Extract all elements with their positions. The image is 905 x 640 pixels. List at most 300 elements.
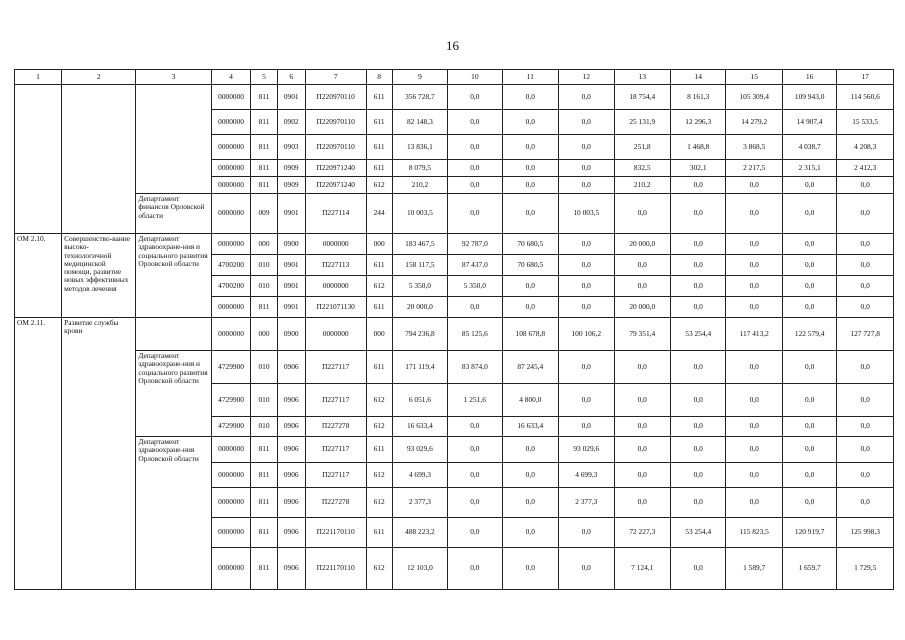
column-header: 15 [726, 70, 783, 85]
value-cell: 0,0 [837, 351, 894, 384]
value-cell: 4729900 [211, 351, 251, 384]
value-cell: 000 [251, 234, 277, 255]
value-cell: 0000000 [211, 160, 251, 177]
value-cell: 4 699,3 [559, 463, 614, 488]
value-cell: 0,0 [782, 276, 836, 297]
value-cell: 0,0 [782, 417, 836, 437]
value-cell: 0,0 [671, 297, 726, 318]
column-header: 7 [305, 70, 366, 85]
value-cell: 2 217,5 [726, 160, 783, 177]
table-row [15, 194, 894, 234]
column-header: 3 [136, 70, 211, 85]
value-cell: 0,0 [448, 135, 502, 160]
value-cell: 0,0 [782, 194, 836, 234]
value-cell: П227278 [305, 417, 366, 437]
value-cell: 0,0 [782, 255, 836, 276]
value-cell: 0,0 [837, 437, 894, 463]
value-cell: 1 659,7 [782, 548, 836, 590]
value-cell: 0901 [277, 297, 305, 318]
value-cell: 0,0 [448, 437, 502, 463]
executor-cell [136, 85, 211, 194]
value-cell: 612 [366, 548, 392, 590]
value-cell: 0,0 [671, 417, 726, 437]
value-cell: 244 [366, 194, 392, 234]
value-cell: 0901 [277, 255, 305, 276]
value-cell: 0,0 [448, 85, 502, 110]
value-cell: 0000000 [211, 548, 251, 590]
value-cell: 0,0 [559, 297, 614, 318]
value-cell: 0,0 [614, 255, 671, 276]
value-cell: 0,0 [559, 160, 614, 177]
value-cell: 0,0 [614, 351, 671, 384]
value-cell: 0,0 [448, 194, 502, 234]
value-cell: 87 245,4 [502, 351, 559, 384]
header-row [15, 70, 894, 85]
value-cell: 0,0 [837, 194, 894, 234]
value-cell: 2 412,3 [837, 160, 894, 177]
value-cell: 0906 [277, 488, 305, 518]
column-header: 2 [62, 70, 136, 85]
value-cell: 611 [366, 135, 392, 160]
value-cell: 0,0 [671, 384, 726, 417]
value-cell: 14 907,4 [782, 110, 836, 135]
value-cell: 12 296,3 [671, 110, 726, 135]
value-cell: 171 119,4 [392, 351, 447, 384]
value-cell: 12 103,0 [392, 548, 447, 590]
value-cell: 251,8 [614, 135, 671, 160]
value-cell: 0,0 [671, 437, 726, 463]
value-cell: 611 [366, 351, 392, 384]
value-cell: 0,0 [726, 234, 783, 255]
value-cell: 0,0 [448, 110, 502, 135]
value-cell: 0,0 [726, 297, 783, 318]
value-cell: 210,2 [392, 177, 447, 194]
value-cell: 0900 [277, 318, 305, 351]
value-cell: 0906 [277, 351, 305, 384]
value-cell: 0,0 [502, 297, 559, 318]
value-cell: 0,0 [614, 384, 671, 417]
value-cell: 0,0 [726, 488, 783, 518]
value-cell: 6 051,6 [392, 384, 447, 417]
value-cell: 0,0 [502, 437, 559, 463]
value-cell: 127 727,8 [837, 318, 894, 351]
value-cell: П221071130 [305, 297, 366, 318]
value-cell: 8 079,5 [392, 160, 447, 177]
value-cell: П227117 [305, 384, 366, 417]
value-cell: 0,0 [559, 417, 614, 437]
value-cell: 120 919,7 [782, 518, 836, 548]
value-cell: П227117 [305, 463, 366, 488]
value-cell: 010 [251, 351, 277, 384]
table-row [15, 234, 894, 255]
value-cell: 0,0 [448, 297, 502, 318]
column-header: 14 [671, 70, 726, 85]
value-cell: 811 [251, 110, 277, 135]
value-cell: 0000000 [211, 85, 251, 110]
column-header: 17 [837, 70, 894, 85]
value-cell: 612 [366, 384, 392, 417]
value-cell: 70 680,5 [502, 234, 559, 255]
value-cell: 1 251,6 [448, 384, 502, 417]
value-cell: 0,0 [559, 135, 614, 160]
table-row [15, 318, 894, 351]
value-cell: 0,0 [726, 437, 783, 463]
value-cell: 611 [366, 437, 392, 463]
value-cell: П221170110 [305, 548, 366, 590]
value-cell: 0,0 [726, 255, 783, 276]
value-cell: 612 [366, 276, 392, 297]
value-cell: 10 003,5 [392, 194, 447, 234]
value-cell: 0,0 [782, 437, 836, 463]
column-header: 11 [502, 70, 559, 85]
value-cell: 611 [366, 85, 392, 110]
value-cell: 0,0 [559, 85, 614, 110]
value-cell: 0,0 [502, 177, 559, 194]
value-cell: П220970110 [305, 135, 366, 160]
value-cell: 0,0 [502, 110, 559, 135]
value-cell: 16 633,4 [392, 417, 447, 437]
value-cell: 356 728,7 [392, 85, 447, 110]
value-cell: 0000000 [211, 488, 251, 518]
table-row [15, 437, 894, 463]
value-cell: 0,0 [671, 177, 726, 194]
value-cell: 811 [251, 297, 277, 318]
value-cell: 0903 [277, 135, 305, 160]
value-cell: 0,0 [782, 463, 836, 488]
value-cell: 0,0 [614, 463, 671, 488]
value-cell: 3 868,5 [726, 135, 783, 160]
column-header: 6 [277, 70, 305, 85]
value-cell: П227113 [305, 255, 366, 276]
value-cell: 611 [366, 297, 392, 318]
value-cell: 10 003,5 [559, 194, 614, 234]
value-cell: 53 254,4 [671, 518, 726, 548]
value-cell: 0,0 [782, 234, 836, 255]
value-cell: 93 029,6 [392, 437, 447, 463]
value-cell: 109 943,0 [782, 85, 836, 110]
value-cell: 612 [366, 463, 392, 488]
value-cell: 93 029,6 [559, 437, 614, 463]
value-cell: 105 309,4 [726, 85, 783, 110]
value-cell: 0,0 [671, 234, 726, 255]
value-cell: 0,0 [448, 177, 502, 194]
value-cell: 4700200 [211, 255, 251, 276]
value-cell: П220971240 [305, 160, 366, 177]
value-cell: 15 533,5 [837, 110, 894, 135]
value-cell: 115 823,5 [726, 518, 783, 548]
value-cell: 0,0 [559, 548, 614, 590]
value-cell: 4 699,3 [392, 463, 447, 488]
value-cell: 4700200 [211, 276, 251, 297]
column-header: 13 [614, 70, 671, 85]
value-cell: 20 000,0 [614, 297, 671, 318]
value-cell: 0000000 [211, 110, 251, 135]
executor-cell: Департамент здравоохране-ния и социального развития Орловской области [136, 234, 211, 318]
value-cell: 000 [366, 234, 392, 255]
measure-code-cell [15, 85, 62, 234]
value-cell: 18 754,4 [614, 85, 671, 110]
value-cell: 0901 [277, 194, 305, 234]
value-cell: 87 437,0 [448, 255, 502, 276]
value-cell: 13 836,1 [392, 135, 447, 160]
value-cell: 0909 [277, 160, 305, 177]
value-cell: 70 680,5 [502, 255, 559, 276]
column-header: 8 [366, 70, 392, 85]
value-cell: 0901 [277, 85, 305, 110]
value-cell: 488 223,2 [392, 518, 447, 548]
value-cell: 92 787,0 [448, 234, 502, 255]
value-cell: 82 148,3 [392, 110, 447, 135]
executor-cell: Департамент здравоохране-ния и социального развития Орловской области [136, 351, 211, 437]
value-cell: 611 [366, 110, 392, 135]
value-cell: 1 589,7 [726, 548, 783, 590]
value-cell: 0000000 [211, 463, 251, 488]
value-cell: 2 377,3 [392, 488, 447, 518]
value-cell: 0,0 [502, 488, 559, 518]
value-cell: 0,0 [671, 463, 726, 488]
value-cell: 114 560,6 [837, 85, 894, 110]
value-cell: 811 [251, 488, 277, 518]
value-cell: 0,0 [559, 234, 614, 255]
value-cell: 0,0 [671, 276, 726, 297]
value-cell: 7 124,1 [614, 548, 671, 590]
value-cell: 4729900 [211, 417, 251, 437]
value-cell: 0909 [277, 177, 305, 194]
value-cell: 5 350,0 [448, 276, 502, 297]
column-header: 12 [559, 70, 614, 85]
value-cell: 122 579,4 [782, 318, 836, 351]
value-cell: 0,0 [782, 177, 836, 194]
value-cell: 210,2 [614, 177, 671, 194]
value-cell: 117 413,2 [726, 318, 783, 351]
value-cell: 14 279,2 [726, 110, 783, 135]
value-cell: 83 874,0 [448, 351, 502, 384]
value-cell: 010 [251, 255, 277, 276]
measure-code-cell: ОМ 2.11. [15, 318, 62, 590]
value-cell: 0,0 [614, 276, 671, 297]
value-cell: 0900 [277, 234, 305, 255]
value-cell: 0,0 [502, 548, 559, 590]
value-cell: 0,0 [502, 160, 559, 177]
value-cell: 0,0 [726, 463, 783, 488]
value-cell: 0000000 [211, 437, 251, 463]
value-cell: 0,0 [502, 276, 559, 297]
value-cell: 0000000 [211, 194, 251, 234]
column-header: 5 [251, 70, 277, 85]
value-cell: 0000000 [211, 177, 251, 194]
column-header: 16 [782, 70, 836, 85]
value-cell: 0,0 [614, 194, 671, 234]
value-cell: 0,0 [559, 351, 614, 384]
value-cell: 0,0 [782, 297, 836, 318]
value-cell: 0,0 [726, 384, 783, 417]
value-cell: 79 351,4 [614, 318, 671, 351]
value-cell: 0,0 [782, 384, 836, 417]
budget-table [14, 69, 894, 590]
value-cell: 0,0 [837, 417, 894, 437]
value-cell: 0,0 [448, 417, 502, 437]
value-cell: П220970110 [305, 85, 366, 110]
value-cell: 0,0 [614, 488, 671, 518]
value-cell: П227114 [305, 194, 366, 234]
value-cell: 0,0 [726, 276, 783, 297]
value-cell: 20 000,0 [392, 297, 447, 318]
value-cell: 0,0 [726, 177, 783, 194]
value-cell: 0000000 [211, 297, 251, 318]
value-cell: 0,0 [502, 85, 559, 110]
value-cell: 0,0 [502, 194, 559, 234]
executor-cell [136, 318, 211, 351]
value-cell: 811 [251, 463, 277, 488]
value-cell: 612 [366, 417, 392, 437]
value-cell: 0906 [277, 518, 305, 548]
value-cell: 832,5 [614, 160, 671, 177]
value-cell: 0,0 [559, 110, 614, 135]
value-cell: 1 468,8 [671, 135, 726, 160]
value-cell: 4 800,0 [502, 384, 559, 417]
value-cell: 0,0 [837, 463, 894, 488]
value-cell: 0902 [277, 110, 305, 135]
value-cell: 0,0 [502, 463, 559, 488]
table-row [15, 85, 894, 110]
value-cell: 0,0 [837, 255, 894, 276]
value-cell: 811 [251, 160, 277, 177]
value-cell: 611 [366, 255, 392, 276]
value-cell: 72 227,3 [614, 518, 671, 548]
measure-code-cell: ОМ 2.10. [15, 234, 62, 318]
value-cell: 4 208,3 [837, 135, 894, 160]
value-cell: П227278 [305, 488, 366, 518]
value-cell: 0,0 [448, 488, 502, 518]
value-cell: 811 [251, 548, 277, 590]
value-cell: 794 236,8 [392, 318, 447, 351]
value-cell: 0000000 [305, 234, 366, 255]
value-cell: 0,0 [726, 194, 783, 234]
value-cell: 0,0 [837, 384, 894, 417]
value-cell: 0000000 [305, 318, 366, 351]
value-cell: 0906 [277, 463, 305, 488]
value-cell: 4729900 [211, 384, 251, 417]
page-number: 16 [446, 38, 459, 53]
value-cell: 0,0 [559, 518, 614, 548]
value-cell: 0906 [277, 548, 305, 590]
value-cell: 009 [251, 194, 277, 234]
value-cell: 0,0 [782, 351, 836, 384]
executor-cell: Департамент финансов Орловской области [136, 194, 211, 234]
value-cell: 302,1 [671, 160, 726, 177]
value-cell: 108 678,8 [502, 318, 559, 351]
value-cell: 0,0 [726, 417, 783, 437]
executor-cell: Департамент здравоохране-ния Орловской области [136, 437, 211, 590]
column-header: 1 [15, 70, 62, 85]
value-cell: 000 [251, 318, 277, 351]
value-cell: 0,0 [671, 351, 726, 384]
value-cell: 2 315,1 [782, 160, 836, 177]
value-cell: 000 [366, 318, 392, 351]
value-cell: 53 254,4 [671, 318, 726, 351]
value-cell: 0,0 [726, 351, 783, 384]
value-cell: 0,0 [559, 255, 614, 276]
value-cell: 0,0 [559, 276, 614, 297]
value-cell: П220970110 [305, 110, 366, 135]
value-cell: 8 161,3 [671, 85, 726, 110]
value-cell: 611 [366, 518, 392, 548]
value-cell: 0,0 [448, 463, 502, 488]
table-body [15, 85, 894, 590]
value-cell: 1 729,5 [837, 548, 894, 590]
value-cell: 010 [251, 417, 277, 437]
value-cell: 0,0 [671, 488, 726, 518]
value-cell: 2 377,3 [559, 488, 614, 518]
value-cell: 0,0 [671, 255, 726, 276]
value-cell: 0,0 [837, 488, 894, 518]
value-cell: 25 131,9 [614, 110, 671, 135]
value-cell: 811 [251, 177, 277, 194]
value-cell: 183 467,5 [392, 234, 447, 255]
value-cell: 0,0 [502, 518, 559, 548]
value-cell: 811 [251, 85, 277, 110]
value-cell: 0,0 [671, 548, 726, 590]
value-cell: 0,0 [502, 135, 559, 160]
value-cell: 85 125,6 [448, 318, 502, 351]
value-cell: 100 106,2 [559, 318, 614, 351]
value-cell: 0,0 [448, 518, 502, 548]
value-cell: 0906 [277, 417, 305, 437]
value-cell: 0,0 [837, 234, 894, 255]
value-cell: 0000000 [211, 135, 251, 160]
value-cell: 158 117,5 [392, 255, 447, 276]
value-cell: 0901 [277, 276, 305, 297]
value-cell: 811 [251, 135, 277, 160]
measure-name-cell: Развитие службы крови [62, 318, 136, 590]
value-cell: 811 [251, 437, 277, 463]
column-header: 10 [448, 70, 502, 85]
value-cell: 611 [366, 160, 392, 177]
value-cell: П221170110 [305, 518, 366, 548]
value-cell: 0,0 [837, 177, 894, 194]
value-cell: 4 038,7 [782, 135, 836, 160]
value-cell: 0,0 [448, 160, 502, 177]
value-cell: 0,0 [837, 297, 894, 318]
value-cell: 0,0 [782, 488, 836, 518]
column-header: 9 [392, 70, 447, 85]
table-row [15, 351, 894, 384]
value-cell: 0,0 [614, 417, 671, 437]
value-cell: 0,0 [614, 437, 671, 463]
measure-name-cell [62, 85, 136, 234]
value-cell: П227117 [305, 437, 366, 463]
value-cell: 0906 [277, 384, 305, 417]
value-cell: 0000000 [305, 276, 366, 297]
value-cell: 20 000,0 [614, 234, 671, 255]
value-cell: 0,0 [559, 384, 614, 417]
column-header: 4 [211, 70, 251, 85]
value-cell: 811 [251, 518, 277, 548]
value-cell: 0,0 [448, 548, 502, 590]
value-cell: 125 998,3 [837, 518, 894, 548]
value-cell: 612 [366, 488, 392, 518]
value-cell: П220971240 [305, 177, 366, 194]
value-cell: 0,0 [671, 194, 726, 234]
value-cell: 0906 [277, 437, 305, 463]
value-cell: 010 [251, 276, 277, 297]
value-cell: 0,0 [837, 276, 894, 297]
value-cell: 010 [251, 384, 277, 417]
value-cell: 0000000 [211, 234, 251, 255]
measure-name-cell: Совершенство-вание высоко-технологичной медицинской помощи, развитие новых эффективных методов лечения [62, 234, 136, 318]
value-cell: 5 350,0 [392, 276, 447, 297]
value-cell: 612 [366, 177, 392, 194]
